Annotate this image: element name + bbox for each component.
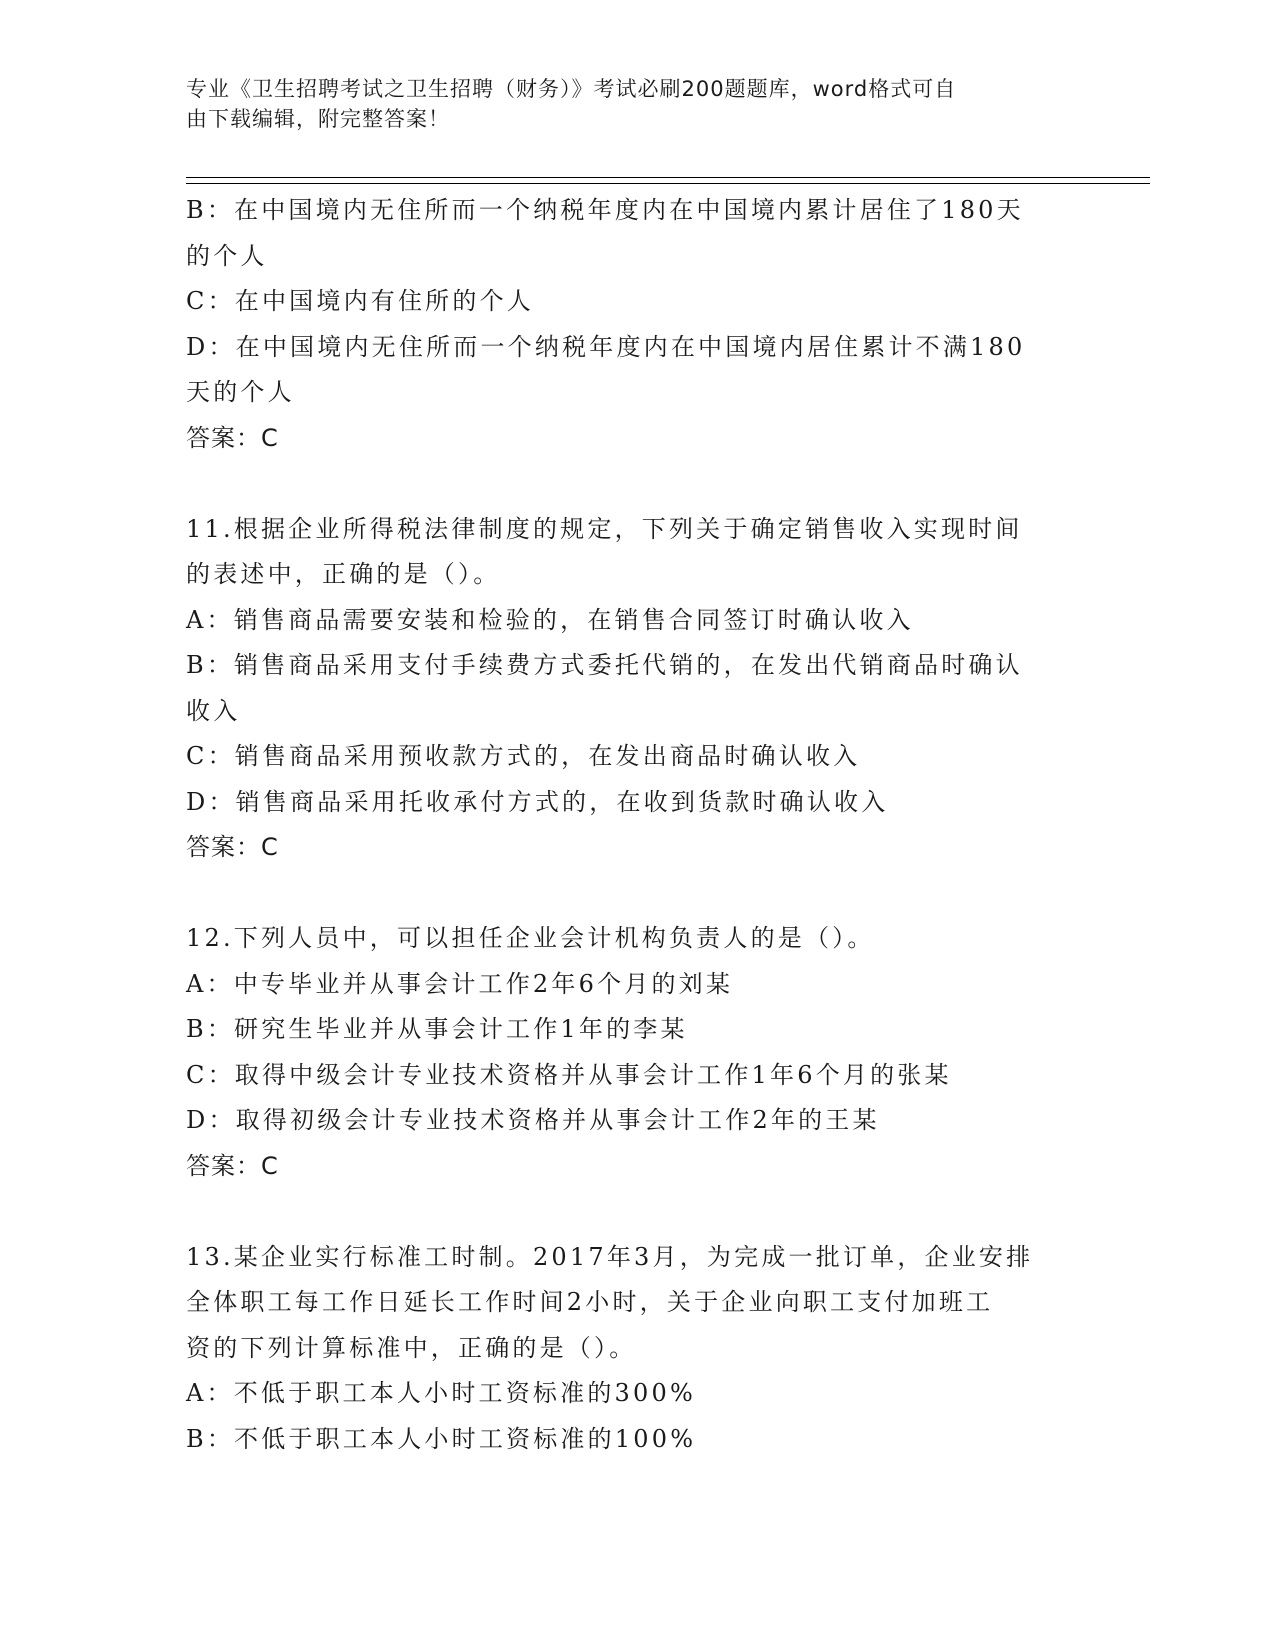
question-13 [186,1235,1076,1463]
option-b-line-2: 的个人 [186,241,268,270]
option-b-line-2: 收入 [186,696,241,725]
option-b-line-1: B：在中国境内无住所而一个纳税年度内在中国境内累计居住了180天 [186,196,1024,224]
answer: 答案：C [186,423,279,452]
option-a: A：中专毕业并从事会计工作2年6个月的刘某 [186,969,734,998]
question-stem-line-1: 11.根据企业所得税法律制度的规定，下列关于确定销售收入实现时间 [186,514,1023,543]
option-d-line-2: 天的个人 [186,378,295,406]
option-c: C：在中国境内有住所的个人 [186,287,534,315]
answer: 答案：C [186,833,279,861]
header-line-2: 由下载编辑，附完整答案！ [186,107,450,131]
option-d: D：销售商品采用托收承付方式的，在收到货款时确认收入 [186,787,889,816]
question-12 [186,916,1076,1189]
document-body [186,188,1076,1462]
question-11 [186,507,1076,871]
option-b: B：研究生毕业并从事会计工作1年的李某 [186,1015,688,1043]
header-line-1: 专业《卫生招聘考试之卫生招聘（财务）》考试必刷200题题库，word格式可自 [186,77,957,101]
header-rule-bottom [186,183,1150,184]
option-b-line-1: B：销售商品采用支付手续费方式委托代销的，在发出代销商品时确认 [186,651,1023,679]
option-b: B：不低于职工本人小时工资标准的100% [186,1424,697,1453]
question-stem-line-3: 资的下列计算标准中，正确的是（）。 [186,1333,637,1362]
question-stem-line-2: 的表述中，正确的是（）。 [186,560,501,588]
question-stem: 12.下列人员中，可以担任企业会计机构负责人的是（）。 [186,924,875,952]
question-block-continued [186,188,1076,461]
option-a: A：销售商品需要安装和检验的，在销售合同签订时确认收入 [186,605,914,634]
question-stem-line-1: 13.某企业实行标准工时制。2017年3月，为完成一批订单，企业安排 [186,1242,1034,1271]
option-c: C：销售商品采用预收款方式的，在发出商品时确认收入 [186,742,861,770]
question-stem-line-2: 全体职工每工作日延长工作时间2小时，关于企业向职工支付加班工 [186,1288,994,1316]
option-a: A：不低于职工本人小时工资标准的300% [186,1379,696,1407]
document-header [186,74,1066,134]
answer: 答案：C [186,1151,279,1180]
header-rule-top [186,177,1150,178]
option-c: C：取得中级会计专业技术资格并从事会计工作1年6个月的张某 [186,1060,952,1089]
option-d-line-1: D：在中国境内无住所而一个纳税年度内在中国境内居住累计不满180 [186,332,1026,361]
option-d: D：取得初级会计专业技术资格并从事会计工作2年的王某 [186,1106,880,1134]
